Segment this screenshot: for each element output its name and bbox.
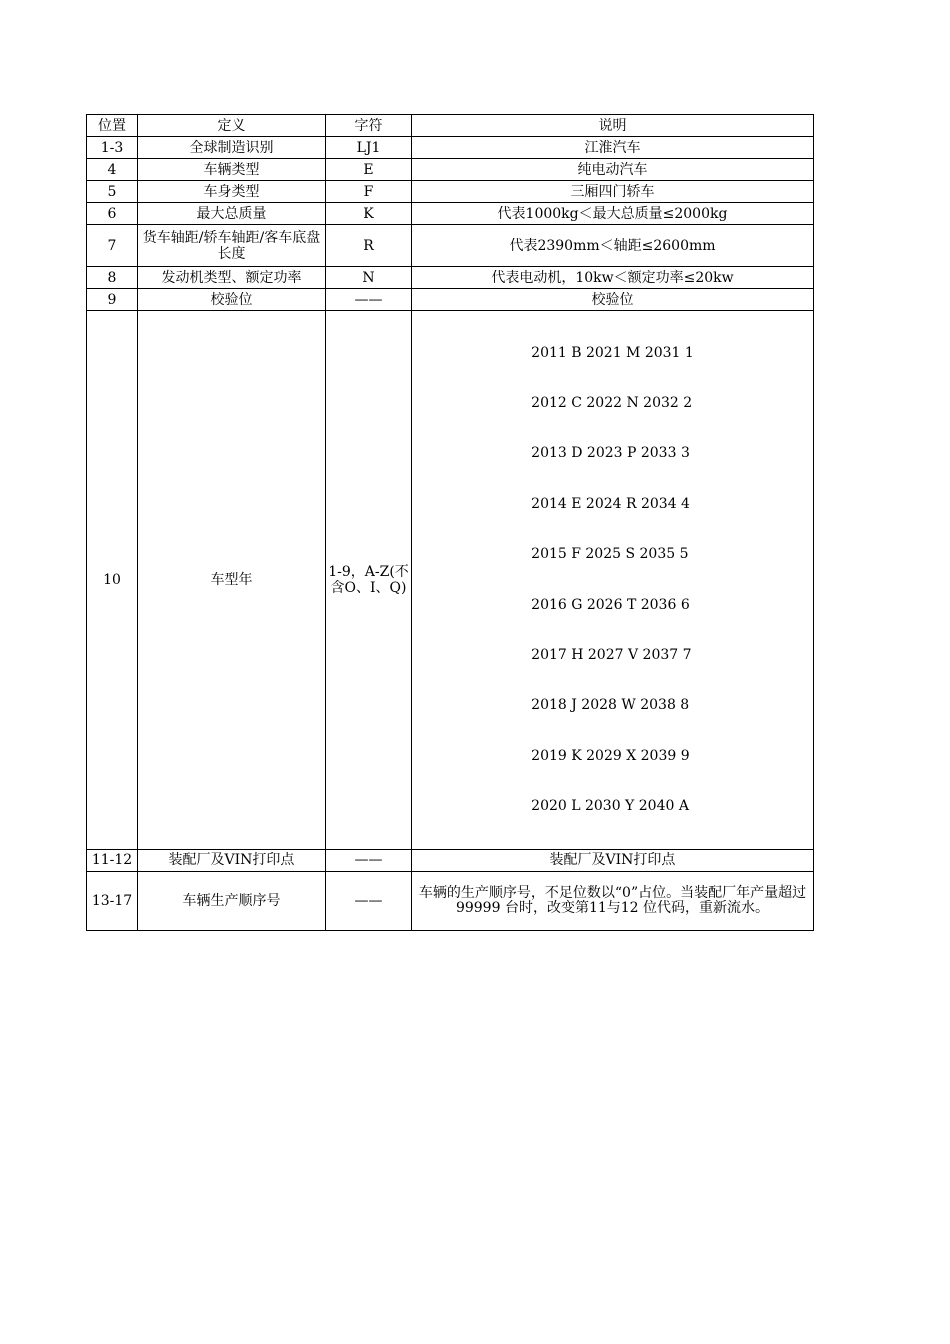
cell-description bbox=[412, 871, 814, 930]
cell-character: LJ1 bbox=[326, 137, 412, 159]
table-row bbox=[87, 871, 814, 930]
year-code-line: 2012 C 2022 N 2032 2 bbox=[531, 394, 693, 411]
cell-character: F bbox=[326, 181, 412, 203]
cell-description: 代表1000kg＜最大总质量≤2000kg bbox=[412, 203, 814, 225]
cell-definition: 发动机类型、额定功率 bbox=[138, 267, 326, 289]
cell-definition: 车辆类型 bbox=[138, 159, 326, 181]
year-code-line: 2017 H 2027 V 2037 7 bbox=[531, 646, 692, 663]
cell-description: 校验位 bbox=[412, 289, 814, 311]
sequence-note: 车辆的生产顺序号，不足位数以“0”占位。当装配厂年产量超过99999 台时，改变第11与12 位代码，重新流水。 bbox=[418, 884, 807, 916]
cell-definition: 车型年 bbox=[138, 311, 326, 850]
vin-definition-table bbox=[86, 114, 814, 931]
cell-position: 1-3 bbox=[87, 137, 138, 159]
table-header-row bbox=[87, 115, 814, 137]
table-row bbox=[87, 311, 814, 850]
cell-character: 1-9，A-Z(不含O、I、Q) bbox=[326, 311, 412, 850]
cell-definition: 装配厂及VIN打印点 bbox=[138, 849, 326, 871]
year-code-line: 2014 E 2024 R 2034 4 bbox=[531, 495, 690, 512]
year-code-line: 2018 J 2028 W 2038 8 bbox=[531, 697, 690, 714]
table-row bbox=[87, 849, 814, 871]
cell-position: 8 bbox=[87, 267, 138, 289]
year-code-line: 2016 G 2026 T 2036 6 bbox=[531, 596, 690, 613]
cell-position: 6 bbox=[87, 203, 138, 225]
cell-definition: 校验位 bbox=[138, 289, 326, 311]
table-row bbox=[87, 289, 814, 311]
cell-position: 13-17 bbox=[87, 871, 138, 930]
table-row bbox=[87, 225, 814, 267]
table-row bbox=[87, 181, 814, 203]
year-code-list bbox=[531, 311, 694, 849]
cell-position: 11-12 bbox=[87, 849, 138, 871]
table-row bbox=[87, 203, 814, 225]
cell-description: 纯电动汽车 bbox=[412, 159, 814, 181]
cell-character: R bbox=[326, 225, 412, 267]
cell-character: E bbox=[326, 159, 412, 181]
cell-position: 4 bbox=[87, 159, 138, 181]
header-character: 字符 bbox=[326, 115, 412, 137]
cell-description: 江淮汽车 bbox=[412, 137, 814, 159]
cell-description: 装配厂及VIN打印点 bbox=[412, 849, 814, 871]
cell-position: 5 bbox=[87, 181, 138, 203]
cell-definition: 货车轴距/轿车轴距/客车底盘长度 bbox=[138, 225, 326, 267]
cell-character: —— bbox=[326, 289, 412, 311]
cell-position: 9 bbox=[87, 289, 138, 311]
year-code-line: 2019 K 2029 X 2039 9 bbox=[531, 747, 690, 764]
cell-description: 三厢四门轿车 bbox=[412, 181, 814, 203]
header-position: 位置 bbox=[87, 115, 138, 137]
cell-definition: 最大总质量 bbox=[138, 203, 326, 225]
cell-definition: 车辆生产顺序号 bbox=[138, 871, 326, 930]
table-row bbox=[87, 267, 814, 289]
year-code-line: 2011 B 2021 M 2031 1 bbox=[531, 344, 694, 361]
table-row bbox=[87, 159, 814, 181]
year-code-line: 2015 F 2025 S 2035 5 bbox=[531, 546, 689, 563]
cell-description-year-codes bbox=[412, 311, 814, 850]
cell-character: N bbox=[326, 267, 412, 289]
year-code-line: 2020 L 2030 Y 2040 A bbox=[531, 798, 689, 815]
cell-character: —— bbox=[326, 849, 412, 871]
cell-position: 10 bbox=[87, 311, 138, 850]
cell-description: 代表电动机，10kw＜额定功率≤20kw bbox=[412, 267, 814, 289]
cell-definition: 车身类型 bbox=[138, 181, 326, 203]
header-definition: 定义 bbox=[138, 115, 326, 137]
cell-character: K bbox=[326, 203, 412, 225]
cell-description: 代表2390mm＜轴距≤2600mm bbox=[412, 225, 814, 267]
year-code-line: 2013 D 2023 P 2033 3 bbox=[531, 445, 690, 462]
cell-character: —— bbox=[326, 871, 412, 930]
table-row bbox=[87, 137, 814, 159]
header-description: 说明 bbox=[412, 115, 814, 137]
cell-definition: 全球制造识别 bbox=[138, 137, 326, 159]
cell-position: 7 bbox=[87, 225, 138, 267]
